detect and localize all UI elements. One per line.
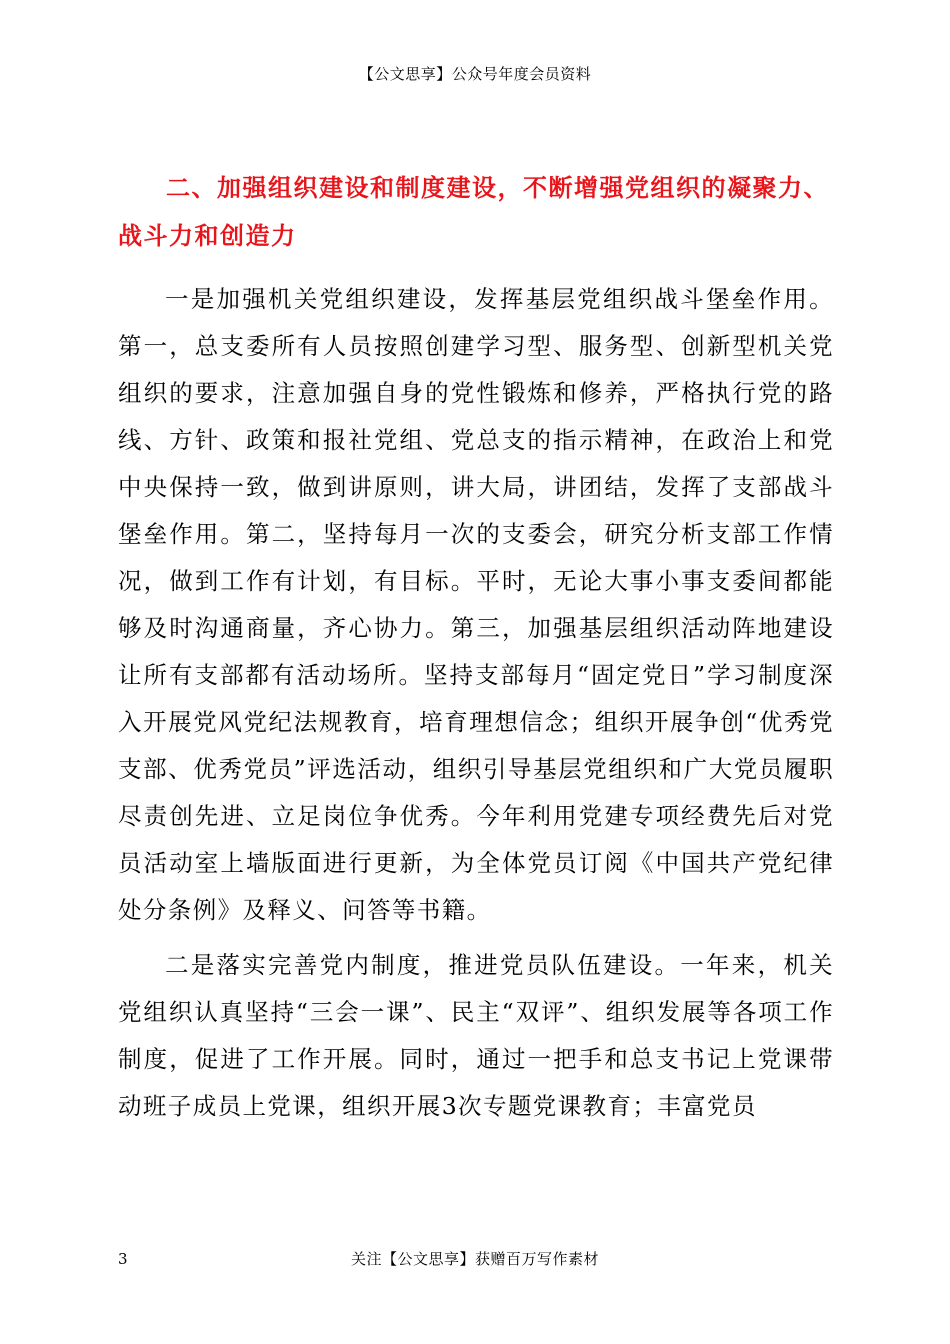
page-number: 3 [118, 1250, 128, 1268]
footer-text: 关注【公文思享】获赠百万写作素材 [350, 1250, 599, 1268]
paragraph-1: 一是加强机关党组织建设，发挥基层党组织战斗堡垒作用。第一，总支委所有人员按照创建学习型、服务型、创新型机关党组织的要求，注意加强自身的党性锻炼和修养，严格执行党的路线、方针、政策和报社党组、党总支的指示精神，在政治上和党中央保持一致，做到讲原则，讲大局，讲团结，发挥了支部战斗堡垒作用。第二，坚持每月一次的支委会，研究分析支部工作情况，做到工作有计划，有目标。平时，无论大事小事支委间都能够及时沟通商量，齐心协力。第三，加强基层组织活动阵地建设让所有支部都有活动场所。坚持支部每月“固定党日”学习制度深入开展党风党纪法规教育，培育理想信念；组织开展争创“优秀党支部、优秀党员”评选活动，组织引导基层党组织和广大党员履职尽责创先进、立足岗位争优秀。今年利用党建专项经费先后对党员活动室上墙版面进行更新，为全体党员订阅《中国共产党纪律处分条例》及释义、问答等书籍。 [118, 285, 834, 924]
document-body [118, 164, 834, 1138]
page-footer [0, 1248, 950, 1270]
page-header: 【公文思享】公众号年度会员资料 [358, 65, 592, 83]
section-heading: 二、加强组织建设和制度建设，不断增强党组织的凝聚力、战斗力和创造力 [118, 174, 829, 250]
paragraph-2: 二是落实完善党内制度，推进党员队伍建设。一年来，机关党组织认真坚持“三会一课”、民主“双评”、组织发展等各项工作制度，促进了工作开展。同时，通过一把手和总支书记上党课带动班子成员上党课，组织开展3次专题党课教育；丰富党员 [118, 951, 834, 1120]
